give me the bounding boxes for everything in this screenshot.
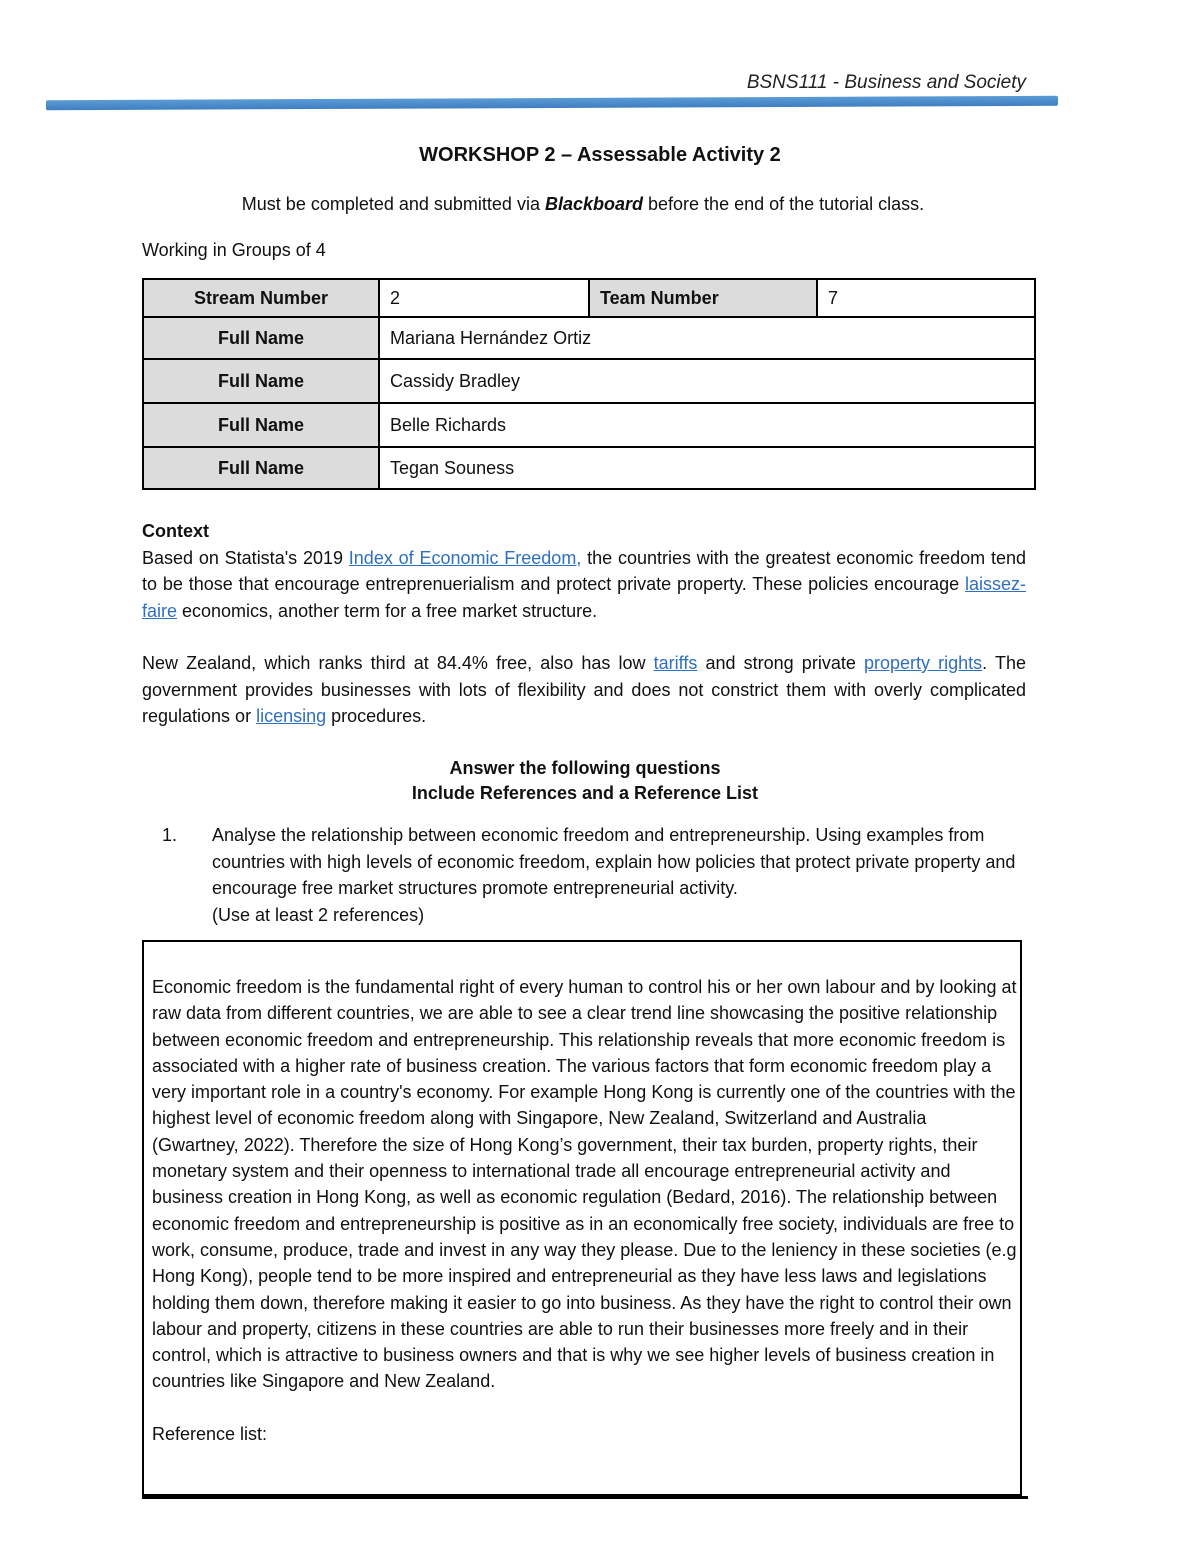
laissez-faire-link[interactable]: laissez-faire xyxy=(142,574,1026,621)
full-name-label: Full Name xyxy=(143,447,379,489)
questions-heading xyxy=(0,756,1170,806)
answer-body: Economic freedom is the fundamental right of every human to control his or her own labour and by looking at raw data from different countries, we are able to see a clear trend line showcasing the positive relationship between economic freedom and entrepreneurship. This relationship reveals that more economic freedom is associated with a higher rate of business creation. The various factors that form economic freedom play a very important role in a country's economy. For example Hong Kong is currently one of the countries with the highest level of economic freedom along with Singapore, New Zealand, Switzerland and Australia (Gwartney, 2022). Therefore the size of Hong Kong’s government, their tax burden, property rights, their monetary system and their openness to international trade all encourage entrepreneurial activity and business creation in Hong Kong, as well as economic regulation (Bedard, 2016). The relationship between economic freedom and entrepreneurship is positive as in an economically free society, individuals are free to work, consume, produce, trade and invest in any way they please. Due to the leniency in these societies (e.g Hong Kong), people tend to be more inspired and entrepreneurial as they have less laws and legislations holding them down, therefore making it easier to go into business. As they have the right to control their own labour and property, citizens in these countries are able to run their businesses more freely and in their control, which is attractive to business owners and that is why we see higher levels of business creation in countries like Singapore and New Zealand. xyxy=(152,977,1017,1392)
full-name-label: Full Name xyxy=(143,317,379,359)
table-row xyxy=(143,359,1035,403)
questions-heading-line1: Answer the following questions xyxy=(449,758,721,778)
header-divider xyxy=(46,96,1058,110)
table-row xyxy=(143,447,1035,489)
group-size-note: Working in Groups of 4 xyxy=(142,240,326,260)
team-table xyxy=(142,278,1036,490)
team-number-value: 7 xyxy=(817,279,1035,317)
stream-number-label: Stream Number xyxy=(143,279,379,317)
table-row xyxy=(143,279,1035,317)
team-number-label: Team Number xyxy=(589,279,817,317)
submission-instruction xyxy=(0,194,1166,215)
full-name-label: Full Name xyxy=(143,359,379,403)
member-name: Cassidy Bradley xyxy=(379,359,1035,403)
context-paragraph-1 xyxy=(142,545,1026,625)
context-text: . The government provides businesses with lots of flexibility and does not constrict them with overly complicated regulations or xyxy=(142,653,1026,726)
answer-box-bottom-rule xyxy=(142,1496,1028,1499)
table-row xyxy=(143,317,1035,359)
context-text: the countries with the greatest economic freedom tend to be those that encourage entreprenuerialism and protect private property. These policies encourage xyxy=(142,547,1027,594)
tariffs-link[interactable]: tariffs xyxy=(653,653,698,673)
table-row xyxy=(143,403,1035,447)
instruction-emphasis: Blackboard xyxy=(544,194,644,214)
question-number: 1. xyxy=(162,825,178,845)
context-text: economics, another term for a free market structure. xyxy=(177,600,598,621)
context-text: Based on Statista's 2019 xyxy=(142,547,349,568)
licensing-link[interactable]: licensing xyxy=(256,706,327,726)
property-rights-link[interactable]: property rights xyxy=(863,653,983,673)
context-text: procedures. xyxy=(326,706,427,726)
instruction-after: before the end of the tutorial class. xyxy=(643,194,925,214)
instruction-before: Must be completed and submitted via xyxy=(241,194,545,214)
member-name: Belle Richards xyxy=(379,403,1035,447)
context-paragraph-2 xyxy=(142,650,1026,730)
member-name: Tegan Souness xyxy=(379,447,1035,489)
index-economic-freedom-link[interactable]: Index of Economic Freedom, xyxy=(348,547,582,568)
full-name-label: Full Name xyxy=(143,403,379,447)
questions-heading-line2: Include References and a Reference List xyxy=(411,783,759,803)
context-section xyxy=(142,518,1026,730)
context-text: New Zealand, which ranks third at 84.4% free, also has low xyxy=(142,653,654,673)
answer-box[interactable] xyxy=(142,940,1022,1496)
course-header: BSNS111 - Business and Society xyxy=(746,72,1026,93)
question-text: Analyse the relationship between economic freedom and entrepreneurship. Using examples from countries with high levels of economic freedom, explain how policies that protect private property and encourage free market structures promote entrepreneurial activity. xyxy=(212,825,1016,898)
page-title: WORKSHOP 2 – Assessable Activity 2 xyxy=(419,144,781,166)
member-name: Mariana Hernández Ortiz xyxy=(379,317,1035,359)
question-1 xyxy=(162,822,1026,928)
reference-list-heading: Reference list: xyxy=(152,1423,268,1444)
context-text: and strong private xyxy=(697,653,864,673)
context-heading: Context xyxy=(142,521,209,541)
stream-number-value: 2 xyxy=(379,279,589,317)
question-note: (Use at least 2 references) xyxy=(212,904,425,925)
